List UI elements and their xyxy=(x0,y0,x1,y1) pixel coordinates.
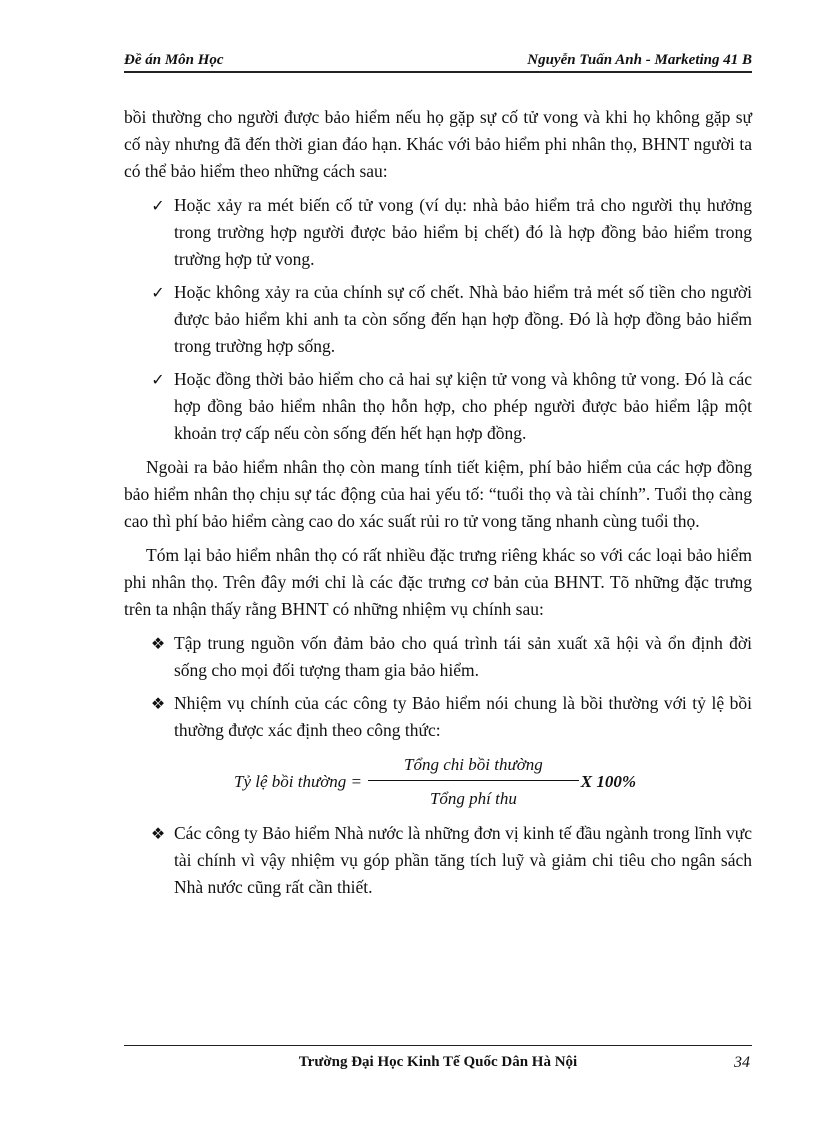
check-mark-icon: ✓ xyxy=(151,283,165,302)
document-body xyxy=(124,104,752,908)
list-item xyxy=(124,820,752,901)
list-item-text: Hoặc xảy ra mét biến cố tử vong (ví dụ: nhà bảo hiểm trả cho người thụ hưởng trong trường hợp người được bảo hiểm bị chết) đó là hợp đồng bảo hiểm trong trường hợp tử vong. xyxy=(174,195,752,269)
page-number: 34 xyxy=(734,1054,750,1071)
diamond-list-continued xyxy=(124,820,752,901)
check-mark-icon: ✓ xyxy=(151,196,165,215)
formula-fraction xyxy=(368,751,579,812)
compensation-ratio-formula xyxy=(234,751,752,812)
header-author: Nguyễn Tuấn Anh - Marketing 41 B xyxy=(527,52,752,68)
list-item xyxy=(124,192,752,273)
formula-lhs: Tỷ lệ bồi thường = xyxy=(234,772,363,791)
footer-school-name: Trường Đại Học Kinh Tế Quốc Dân Hà Nội xyxy=(298,1054,578,1070)
formula-multiplier: X 100% xyxy=(580,772,637,791)
list-item-text: Hoặc không xảy ra của chính sự cố chết. Nhà bảo hiểm trả mét số tiền cho người được bảo hiểm khi anh ta còn sống đến hạn hợp đồng. Đó là hợp đồng bảo hiểm trong trường hợp sống. xyxy=(174,282,752,356)
check-list xyxy=(124,192,752,447)
four-diamond-bullet-icon: ❖ xyxy=(150,694,166,713)
four-diamond-bullet-icon: ❖ xyxy=(150,824,166,843)
list-item-text: Nhiệm vụ chính của các công ty Bảo hiểm nói chung là bồi thường với tỷ lệ bồi thường được xác định theo công thức: xyxy=(174,693,752,740)
list-item-text: Tập trung nguồn vốn đảm bảo cho quá trình tái sản xuất xã hội và ổn định đời sống cho mọi đối tượng tham gia bảo hiểm. xyxy=(174,633,752,680)
list-item xyxy=(124,690,752,744)
page-footer xyxy=(124,1045,752,1071)
paragraph-savings: Ngoài ra bảo hiểm nhân thọ còn mang tính tiết kiệm, phí bảo hiểm của các hợp đồng bảo hiểm nhân thọ chịu sự tác động của hai yếu tố: “tuổi thọ và tài chính”. Tuổi thọ càng cao thì phí bảo hiểm càng cao do xác suất rủi ro tử vong tăng nhanh cùng tuổi thọ. xyxy=(124,457,752,531)
formula-numerator: Tổng chi bồi thường xyxy=(368,751,579,781)
list-item-text: Các công ty Bảo hiểm Nhà nước là những đơn vị kinh tế đầu ngành trong lĩnh vực tài chính vì vậy nhiệm vụ góp phần tăng tích luỹ và giảm chi tiêu cho ngân sách Nhà nước cũng rất cần thiết. xyxy=(174,823,752,897)
check-mark-icon: ✓ xyxy=(151,370,165,389)
list-item xyxy=(124,279,752,360)
formula-denominator: Tổng phí thu xyxy=(429,789,517,808)
four-diamond-bullet-icon: ❖ xyxy=(150,634,166,653)
diamond-list xyxy=(124,630,752,744)
list-item xyxy=(124,630,752,684)
page-header xyxy=(124,52,752,73)
list-item-text: Hoặc đồng thời bảo hiểm cho cả hai sự kiện tử vong và không tử vong. Đó là các hợp đồng bảo hiểm nhân thọ hỗn hợp, cho phép người được bảo hiểm lập một khoản trợ cấp nếu còn sống đến hết hạn hợp đồng. xyxy=(174,369,752,443)
header-course-title: Đề án Môn Học xyxy=(124,52,224,68)
list-item xyxy=(124,366,752,447)
paragraph-intro: bồi thường cho người được bảo hiểm nếu họ gặp sự cố tử vong và khi họ không gặp sự cố này nhưng đã đến thời gian đáo hạn. Khác với bảo hiểm phi nhân thọ, BHNT người ta có thể bảo hiểm theo những cách sau: xyxy=(124,107,752,181)
paragraph-summary: Tóm lại bảo hiểm nhân thọ có rất nhiều đặc trưng riêng khác so với các loại bảo hiểm phi nhân thọ. Trên đây mới chỉ là các đặc trưng cơ bản của BHNT. Tõ những đặc trưng trên ta nhận thấy rằng BHNT có những nhiệm vụ chính sau: xyxy=(124,545,752,619)
